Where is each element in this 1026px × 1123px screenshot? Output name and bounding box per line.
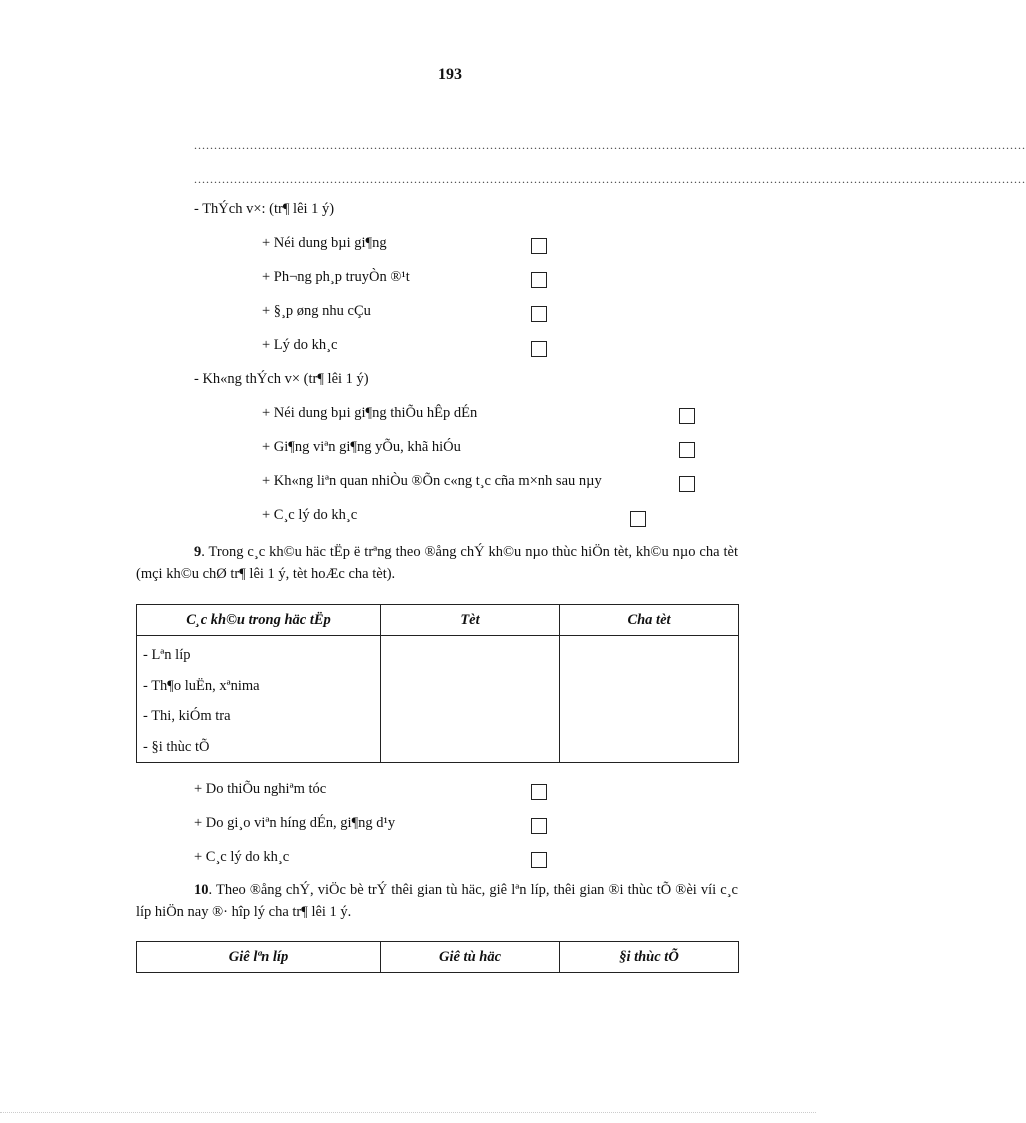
like-option-needs: + §¸p øng nhu cÇu	[262, 303, 371, 319]
question-9-number: 9	[194, 544, 202, 560]
question-10-number: 10	[194, 882, 209, 898]
question-9-text	[136, 541, 738, 585]
like-option-content-checkbox[interactable]	[531, 238, 547, 254]
dislike-option-irrelevant: + Kh«ng liªn quan nhiÒu ®Õn c«ng t¸c cña m×nh sau nµy	[262, 473, 602, 489]
like-option-other-checkbox[interactable]	[531, 341, 547, 357]
dislike-option-content: + Néi dung bµi gi¶ng thiÕu hÊp dÉn	[262, 405, 478, 421]
study-stages-table	[136, 604, 739, 763]
reason-option-seriousness: + Do thiÕu nghiªm tóc	[194, 781, 327, 797]
not-good-cell[interactable]	[560, 636, 739, 763]
dislike-option-irrelevant-checkbox[interactable]	[679, 476, 695, 492]
dislike-heading: - Kh«ng thÝch v× (tr¶ lêi 1 ý)	[194, 371, 369, 387]
like-option-content: + Néi dung bµi gi¶ng	[262, 235, 387, 251]
like-option-method-checkbox[interactable]	[531, 272, 547, 288]
dislike-option-other: + C¸c lý do kh¸c	[262, 507, 358, 523]
reason-option-seriousness-checkbox[interactable]	[531, 784, 547, 800]
answer-dotted-line-1: ................................................................................................................................................................................................................	[194, 138, 1026, 152]
dislike-option-other-checkbox[interactable]	[630, 511, 646, 527]
dislike-option-lecturer-checkbox[interactable]	[679, 442, 695, 458]
header-good: Tèt	[381, 605, 560, 636]
like-option-other: + Lý do kh¸c	[262, 337, 338, 353]
reason-option-other: + C¸c lý do kh¸c	[194, 849, 290, 865]
good-cell[interactable]	[381, 636, 560, 763]
question-10-body: . Theo ®ång chÝ, viÖc bè trÝ thêi gian tù häc, giê lªn líp, thêi gian ®i thùc tÕ ®èi víi c¸c líp hiÖn nay ®· hîp lý cha tr¶ lêi 1 ý.	[136, 882, 738, 920]
reason-option-other-checkbox[interactable]	[531, 852, 547, 868]
header-stages: C¸c kh©u trong häc tËp	[137, 605, 381, 636]
like-heading: - ThÝch v×: (tr¶ lêi 1 ý)	[194, 201, 335, 217]
header-class-hours: Giê lªn líp	[137, 942, 381, 973]
reason-option-teacher-checkbox[interactable]	[531, 818, 547, 834]
header-field-trip: §i thùc tÕ	[560, 942, 739, 973]
stages-cell	[137, 636, 381, 763]
like-option-method: + Ph¬ng ph¸p truyÒn ®¹t	[262, 269, 410, 285]
dislike-option-lecturer: + Gi¶ng viªn gi¶ng yÕu, khã hiÓu	[262, 439, 461, 455]
stage-row: - Thi, kiÓm tra	[143, 708, 231, 724]
header-not-good: Cha tèt	[560, 605, 739, 636]
page-number: 193	[438, 66, 462, 83]
stage-row: - Lªn líp	[143, 647, 191, 663]
header-self-study: Giê tù häc	[381, 942, 560, 973]
page-bottom-divider	[0, 1112, 816, 1113]
like-option-needs-checkbox[interactable]	[531, 306, 547, 322]
reason-option-teacher: + Do gi¸o viªn híng dÉn, gi¶ng d¹y	[194, 815, 396, 831]
stage-row: - §i thùc tÕ	[143, 738, 210, 755]
answer-dotted-line-2: ................................................................................................................................................................................................................	[194, 172, 1026, 186]
question-10-text	[136, 879, 738, 923]
dislike-option-content-checkbox[interactable]	[679, 408, 695, 424]
question-9-body: . Trong c¸c kh©u häc tËp ë trªng theo ®ång chÝ kh©u nµo thùc hiÖn tèt, kh©u nµo cha tèt (mçi kh©u chØ tr¶ lêi 1 ý, tèt hoÆc cha tèt).	[136, 544, 738, 582]
time-allocation-table	[136, 941, 739, 973]
stage-row: - Th¶o luËn, xªnima	[143, 677, 260, 694]
